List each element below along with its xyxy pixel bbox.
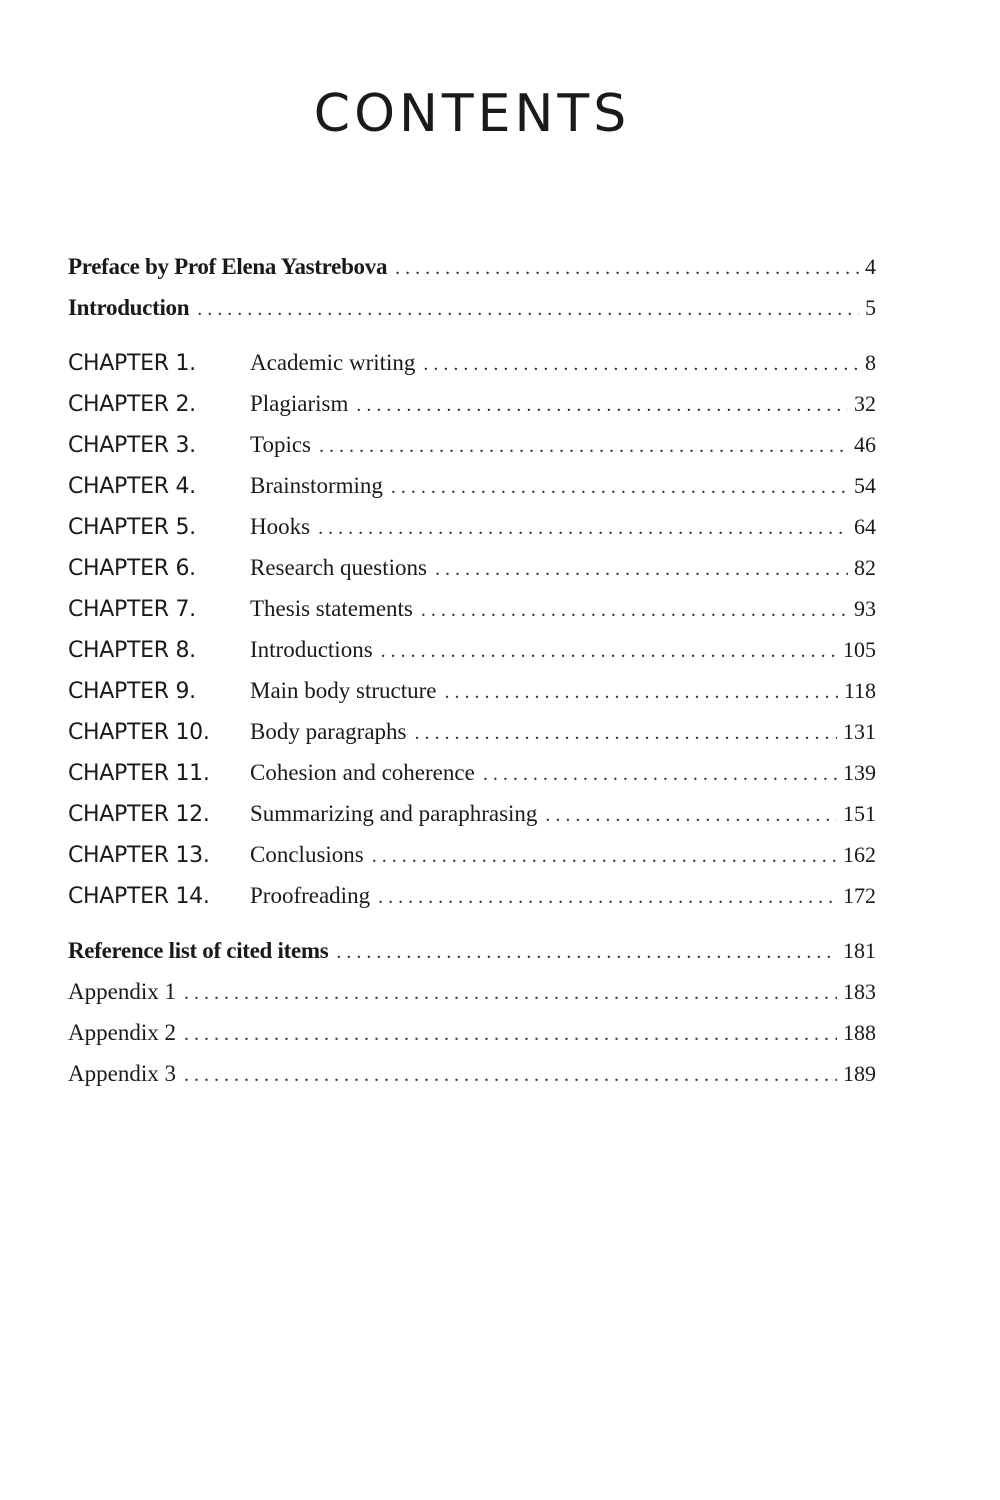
dot-leader — [381, 640, 837, 663]
dot-leader — [378, 886, 837, 909]
toc-entry-label: Appendix 3 — [68, 1061, 176, 1086]
chapter-number: CHAPTER 8. — [68, 638, 196, 663]
toc-page-number: 4 — [865, 254, 876, 279]
toc-page-number: 8 — [865, 350, 876, 375]
toc-entry-label: Cohesion and coherence — [250, 760, 475, 785]
toc-entry-chapter[interactable] — [68, 842, 876, 876]
toc-entry-chapter[interactable] — [68, 596, 876, 630]
toc-page-number: 181 — [843, 938, 876, 963]
dot-leader — [197, 298, 859, 321]
toc-entry-label: Introduction — [68, 295, 190, 320]
toc-page-number: 32 — [854, 391, 876, 416]
chapter-number: CHAPTER 2. — [68, 392, 196, 417]
chapter-number: CHAPTER 5. — [68, 515, 196, 540]
dot-leader — [372, 845, 837, 868]
chapter-number: CHAPTER 13. — [68, 843, 210, 868]
chapter-number: CHAPTER 1. — [68, 351, 196, 376]
toc-entry-label: Conclusions — [250, 842, 364, 867]
toc-entry-chapter[interactable] — [68, 391, 876, 425]
toc-entry-label: Body paragraphs — [250, 719, 407, 744]
chapter-number: CHAPTER 10. — [68, 720, 210, 745]
toc-entry-label: Summarizing and paraphrasing — [250, 801, 538, 826]
dot-leader — [435, 558, 848, 581]
toc-page-number: 93 — [854, 596, 876, 621]
dot-leader — [356, 394, 848, 417]
dot-leader — [395, 257, 859, 280]
toc-page-number: 162 — [843, 842, 876, 867]
toc-page-number: 82 — [854, 555, 876, 580]
toc-page-number: 188 — [843, 1020, 876, 1045]
toc-page-number: 54 — [854, 473, 876, 498]
dot-leader — [421, 599, 848, 622]
toc-entry-chapter[interactable] — [68, 637, 876, 671]
toc-entry-label: Brainstorming — [250, 473, 383, 498]
dot-leader — [445, 681, 838, 704]
dot-leader — [319, 435, 848, 458]
toc-page-number: 5 — [865, 295, 876, 320]
dot-leader — [318, 517, 848, 540]
chapter-number: CHAPTER 11. — [68, 761, 210, 786]
toc-entry-chapter[interactable] — [68, 801, 876, 835]
toc-entry-label: Proofreading — [250, 883, 371, 908]
chapter-number: CHAPTER 6. — [68, 556, 196, 581]
toc-page-number: 105 — [843, 637, 876, 662]
toc-entry-label: Thesis statements — [250, 596, 413, 621]
dot-leader — [184, 982, 837, 1005]
toc-page-number: 64 — [854, 514, 876, 539]
toc-entry-label: Preface by Prof Elena Yastrebova — [68, 254, 388, 279]
toc-entry-appendix-2[interactable] — [68, 1020, 876, 1054]
chapter-number: CHAPTER 9. — [68, 679, 196, 704]
toc-entry-appendix-1[interactable] — [68, 979, 876, 1013]
chapter-number: CHAPTER 7. — [68, 597, 196, 622]
dot-leader — [415, 722, 838, 745]
toc-page-number: 151 — [843, 801, 876, 826]
toc-entry-chapter[interactable] — [68, 350, 876, 384]
toc-entry-label: Introductions — [250, 637, 373, 662]
dot-leader — [184, 1023, 837, 1046]
toc-entry-chapter[interactable] — [68, 514, 876, 548]
toc-page-number: 118 — [843, 678, 876, 703]
toc-entry-label: Topics — [250, 432, 311, 457]
dot-leader — [423, 353, 859, 376]
dot-leader — [336, 941, 837, 964]
toc-entry-label: Research questions — [250, 555, 427, 580]
toc-entry-label: Main body structure — [250, 678, 437, 703]
page-title: CONTENTS — [313, 84, 631, 144]
toc-entry-chapter[interactable] — [68, 719, 876, 753]
toc-entry-label: Reference list of cited items — [68, 938, 329, 963]
toc-page-number: 131 — [843, 719, 876, 744]
toc-entry-introduction[interactable] — [68, 295, 876, 329]
toc-entry-chapter[interactable] — [68, 555, 876, 589]
toc-page-number: 189 — [843, 1061, 876, 1086]
toc-entry-label: Academic writing — [250, 350, 416, 375]
toc-entry-preface[interactable] — [68, 254, 876, 288]
toc-page-number: 46 — [854, 432, 876, 457]
toc-page-number: 139 — [843, 760, 876, 785]
toc-entry-label: Plagiarism — [250, 391, 349, 416]
toc-entry-references[interactable] — [68, 938, 876, 972]
toc-entry-chapter[interactable] — [68, 883, 876, 917]
dot-leader — [184, 1064, 837, 1087]
chapter-number: CHAPTER 14. — [68, 884, 210, 909]
toc-entry-label: Appendix 1 — [68, 979, 176, 1004]
toc-page-number: 172 — [843, 883, 876, 908]
toc-entry-label: Appendix 2 — [68, 1020, 176, 1045]
toc-entry-chapter[interactable] — [68, 432, 876, 466]
toc-page-number: 183 — [843, 979, 876, 1004]
toc-entry-label: Hooks — [250, 514, 311, 539]
chapter-number: CHAPTER 4. — [68, 474, 196, 499]
dot-leader — [483, 763, 837, 786]
toc-entry-chapter[interactable] — [68, 760, 876, 794]
toc-entry-chapter[interactable] — [68, 473, 876, 507]
chapter-number: CHAPTER 3. — [68, 433, 196, 458]
dot-leader — [391, 476, 848, 499]
toc-entry-appendix-3[interactable] — [68, 1061, 876, 1095]
dot-leader — [545, 804, 837, 827]
toc-entry-chapter[interactable] — [68, 678, 876, 712]
chapter-number: CHAPTER 12. — [68, 802, 210, 827]
